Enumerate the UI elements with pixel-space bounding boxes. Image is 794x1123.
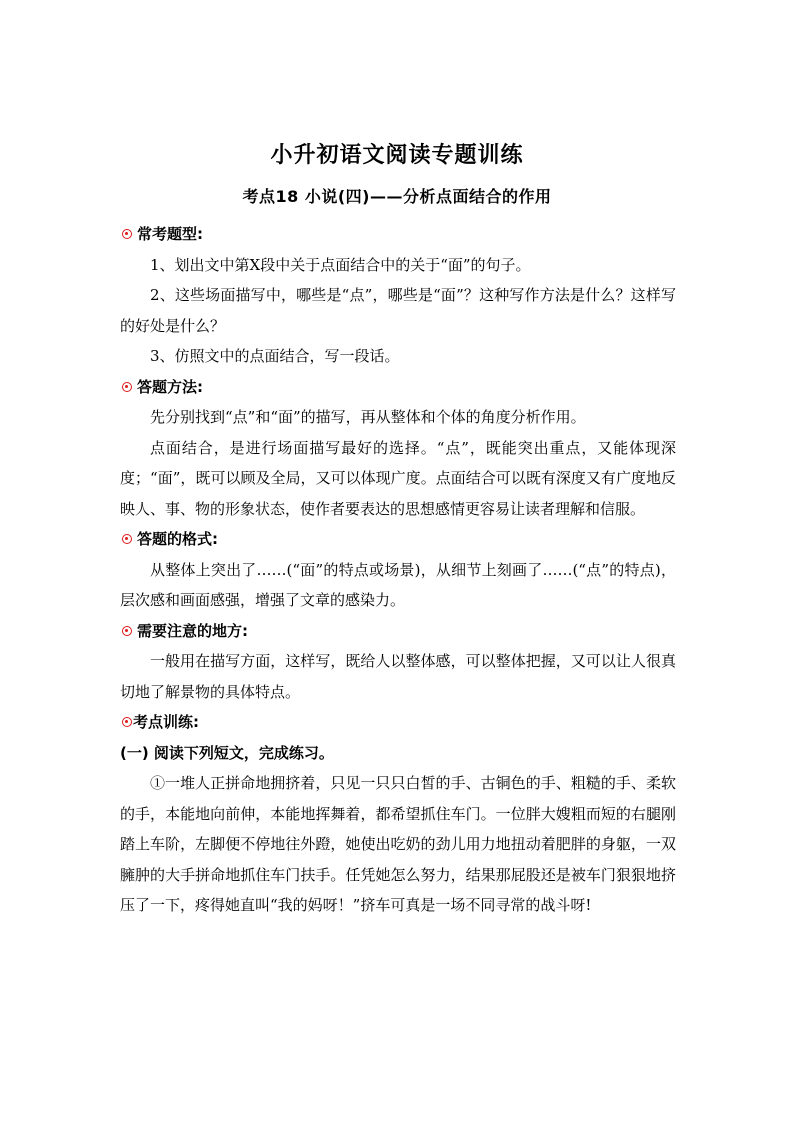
section-heading-training: 考点训练: [120,707,676,738]
notes-paragraph: 一般用在描写方面，这样写，既给人以整体感，可以整体把握，又可以让人很真切地了解景物的具体特点。 [120,652,676,701]
page-subtitle: 考点18 小说(四)——分析点面结合的作用 [242,187,552,206]
page-title: 小升初语文阅读专题训练 [270,143,524,168]
section-heading-format: 答题的格式: [120,524,676,555]
section-heading-types: 常考题型: [120,219,676,250]
document-body [120,219,676,921]
circle-bullet-icon [122,626,132,636]
method-paragraph: 先分别找到“点”和“面”的描写，再从整体和个体的角度分析作用。 [150,408,586,426]
question-type-item: 3、仿照文中的点面结合，写一段话。 [150,347,400,365]
circle-bullet-icon [122,382,132,392]
circle-bullet-icon [122,717,132,727]
reading-passage-paragraph: ①一堆人正拼命地拥挤着，只见一只只白皙的手、古铜色的手、粗糙的手、柔软的手，本能地向前伸，本能地挥舞着，都希望抓住车门。一位胖大嫂粗而短的右腿刚踏上车阶，左脚便不停地往外蹬，她使出吃奶的劲儿用力地扭动着肥胖的身躯，一双臃肿的大手拼命地抓住车门扶手。任凭她怎么努力，结果那屁股还是被车门狠狠地挤压了一下，疼得她直叫“我的妈呀！”挤车可真是一场不同寻常的战斗呀! [120,774,676,914]
question-type-item: 2、这些场面描写中，哪些是“点”，哪些是“面”？这种写作方法是什么？这样写的好处是什么？ [120,286,676,335]
question-type-item: 1、划出文中第X段中关于点面结合中的关于“面”的句子。 [150,255,531,274]
exercise-title: (一) 阅读下列短文，完成练习。 [120,743,334,762]
method-paragraph: 点面结合，是进行场面描写最好的选择。“点”，既能突出重点，又能体现深度；“面”，既可以顾及全局，又可以体现广度。点面结合可以既有深度又有广度地反映人、事、物的形象状态，使作者要表达的思想感情更容易让读者理解和信服。 [120,438,676,518]
section-heading-method: 答题方法: [120,372,676,403]
section-heading-notes: 需要注意的地方: [120,616,676,647]
format-paragraph: 从整体上突出了……(“面”的特点或场景)，从细节上刻画了……(“点”的特点)，层次感和画面感强，增强了文章的感染力。 [120,560,676,609]
circle-bullet-icon [122,534,132,544]
circle-bullet-icon [122,229,132,239]
